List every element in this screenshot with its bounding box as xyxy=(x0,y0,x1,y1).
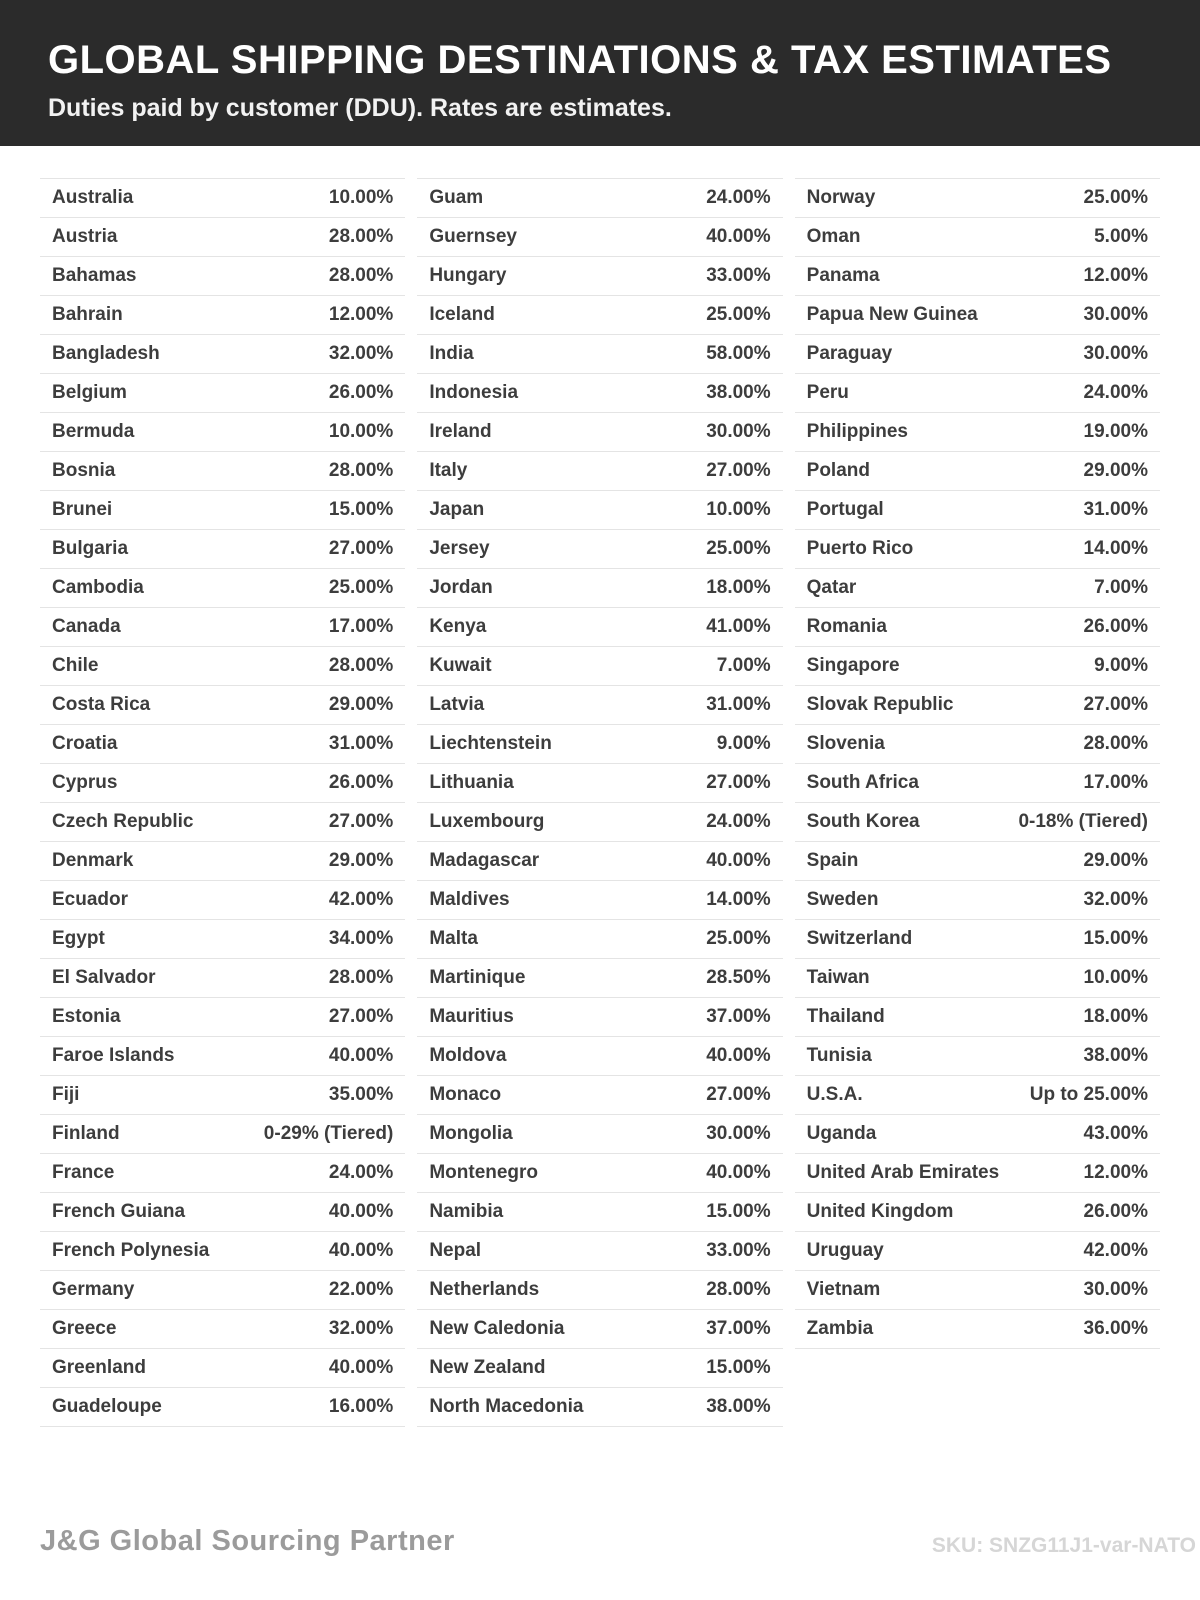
tax-rate: 5.00% xyxy=(1094,226,1148,247)
country-name: United Arab Emirates xyxy=(806,1162,1000,1183)
tax-rate: 29.00% xyxy=(328,850,394,871)
table-row xyxy=(795,491,1160,530)
tax-rate: 12.00% xyxy=(1083,1162,1148,1183)
tax-rate: 40.00% xyxy=(328,1045,394,1066)
country-name: Nepal xyxy=(429,1240,482,1261)
table-row xyxy=(40,1115,405,1154)
country-name: Maldives xyxy=(429,889,510,910)
tax-rate: 32.00% xyxy=(328,343,394,364)
table-row xyxy=(417,920,782,959)
country-name: Spain xyxy=(806,850,859,871)
tax-rate: 10.00% xyxy=(328,421,394,442)
country-name: Oman xyxy=(806,226,861,247)
table-row xyxy=(417,1310,782,1349)
table-row xyxy=(795,530,1160,569)
table-row xyxy=(40,179,405,218)
table-row xyxy=(40,998,405,1037)
country-name: Cyprus xyxy=(52,772,118,793)
country-name: North Macedonia xyxy=(429,1396,584,1417)
table-row xyxy=(417,998,782,1037)
tax-rate: 58.00% xyxy=(706,343,771,364)
tax-rate: 27.00% xyxy=(1083,694,1148,715)
country-name: Hungary xyxy=(429,265,507,286)
table-row xyxy=(40,1232,405,1271)
tax-rate: 24.00% xyxy=(706,187,771,208)
country-name: French Polynesia xyxy=(52,1240,210,1261)
table-row xyxy=(795,179,1160,218)
table-row xyxy=(40,257,405,296)
table-row xyxy=(40,452,405,491)
country-name: South Korea xyxy=(806,811,920,832)
tax-rate: 12.00% xyxy=(328,304,394,325)
country-name: Greece xyxy=(52,1318,117,1339)
tax-rate: 40.00% xyxy=(706,1162,771,1183)
country-name: Indonesia xyxy=(429,382,519,403)
tax-rate: 28.50% xyxy=(706,967,771,988)
tax-rate: 26.00% xyxy=(1083,616,1148,637)
country-name: Australia xyxy=(52,187,134,208)
tax-rate: 0-18% (Tiered) xyxy=(1018,811,1148,832)
country-name: Denmark xyxy=(52,850,134,871)
table-row xyxy=(417,491,782,530)
tax-rate: 37.00% xyxy=(706,1318,771,1339)
country-name: Italy xyxy=(429,460,468,481)
country-name: Ecuador xyxy=(52,889,129,910)
country-name: Vietnam xyxy=(806,1279,881,1300)
country-name: French Guiana xyxy=(52,1201,186,1222)
table-row xyxy=(40,296,405,335)
table-row xyxy=(417,218,782,257)
country-name: Bulgaria xyxy=(52,538,129,559)
table-row xyxy=(40,1349,405,1388)
tax-rate: 27.00% xyxy=(706,1084,771,1105)
table-row xyxy=(417,1115,782,1154)
tax-rate: 15.00% xyxy=(1083,928,1148,949)
country-name: Kuwait xyxy=(429,655,492,676)
table-row xyxy=(40,1388,405,1427)
tax-rate: 38.00% xyxy=(706,1396,771,1417)
country-name: Belgium xyxy=(52,382,127,403)
table-row xyxy=(40,530,405,569)
tax-rate: 27.00% xyxy=(328,538,394,559)
table-row xyxy=(417,1388,782,1427)
table-row xyxy=(40,218,405,257)
table-row xyxy=(795,920,1160,959)
country-name: Montenegro xyxy=(429,1162,539,1183)
table-column-2 xyxy=(417,178,782,1427)
country-name: Uganda xyxy=(806,1123,877,1144)
table-row xyxy=(795,452,1160,491)
country-name: Philippines xyxy=(806,421,909,442)
tax-rate: 18.00% xyxy=(706,577,771,598)
tax-rate: 28.00% xyxy=(328,655,394,676)
tax-rate: 28.00% xyxy=(328,265,394,286)
country-name: Egypt xyxy=(52,928,105,949)
tax-rate: 32.00% xyxy=(1083,889,1148,910)
tax-rate: 10.00% xyxy=(1083,967,1148,988)
table-row xyxy=(795,647,1160,686)
tax-rate: 15.00% xyxy=(706,1357,771,1378)
tax-rate: 29.00% xyxy=(328,694,394,715)
country-name: Liechtenstein xyxy=(429,733,552,754)
tax-rate: 33.00% xyxy=(706,1240,771,1261)
country-name: Panama xyxy=(806,265,880,286)
tax-rate: 42.00% xyxy=(1083,1240,1148,1261)
country-name: Monaco xyxy=(429,1084,502,1105)
tax-rate: 17.00% xyxy=(328,616,394,637)
page-footer xyxy=(40,1525,1196,1558)
country-name: Singapore xyxy=(806,655,900,676)
country-name: Tunisia xyxy=(806,1045,872,1066)
tax-rate: 0-29% (Tiered) xyxy=(263,1123,394,1144)
tax-rate: 30.00% xyxy=(1083,1279,1148,1300)
tax-rate: 14.00% xyxy=(1083,538,1148,559)
country-name: Chile xyxy=(52,655,99,676)
tax-rate: 31.00% xyxy=(1083,499,1148,520)
country-name: Ireland xyxy=(429,421,492,442)
table-row xyxy=(417,179,782,218)
country-name: Slovak Republic xyxy=(806,694,954,715)
country-name: Uruguay xyxy=(806,1240,884,1261)
country-name: Peru xyxy=(806,382,849,403)
tax-rate: 24.00% xyxy=(328,1162,394,1183)
country-name: New Caledonia xyxy=(429,1318,565,1339)
table-row xyxy=(795,257,1160,296)
table-row xyxy=(795,1310,1160,1349)
tax-rate: 30.00% xyxy=(1083,343,1148,364)
table-row xyxy=(40,374,405,413)
table-row xyxy=(795,881,1160,920)
country-name: Papua New Guinea xyxy=(806,304,978,325)
table-row xyxy=(417,764,782,803)
tax-rate: 26.00% xyxy=(1083,1201,1148,1222)
country-name: Malta xyxy=(429,928,478,949)
country-name: United Kingdom xyxy=(806,1201,954,1222)
tax-rate: 30.00% xyxy=(706,1123,771,1144)
table-row xyxy=(795,842,1160,881)
table-row xyxy=(40,1076,405,1115)
table-row xyxy=(40,1310,405,1349)
tax-rate: 40.00% xyxy=(706,850,771,871)
tax-rate: 7.00% xyxy=(716,655,771,676)
country-name: Taiwan xyxy=(806,967,870,988)
table-row xyxy=(417,452,782,491)
country-name: Austria xyxy=(52,226,118,247)
tax-rate: 27.00% xyxy=(706,460,771,481)
tax-rate: 40.00% xyxy=(328,1201,394,1222)
tax-rate: 28.00% xyxy=(328,226,394,247)
table-row xyxy=(795,1271,1160,1310)
sku-label: SKU: SNZG11J1-var-NATO xyxy=(931,1534,1196,1557)
country-name: Cambodia xyxy=(52,577,144,598)
table-row xyxy=(417,296,782,335)
tax-rate: 33.00% xyxy=(706,265,771,286)
table-column-1 xyxy=(40,178,405,1427)
tax-rate: 24.00% xyxy=(1083,382,1148,403)
tax-rate: 17.00% xyxy=(1083,772,1148,793)
table-row xyxy=(417,1193,782,1232)
tax-rate: 15.00% xyxy=(706,1201,771,1222)
tax-rate: 9.00% xyxy=(1094,655,1148,676)
table-row xyxy=(40,413,405,452)
table-row xyxy=(795,1154,1160,1193)
tax-rate-table xyxy=(0,146,1200,1427)
country-name: France xyxy=(52,1162,115,1183)
country-name: Mauritius xyxy=(429,1006,514,1027)
country-name: Croatia xyxy=(52,733,118,754)
tax-rate: 27.00% xyxy=(328,811,394,832)
tax-rate: 38.00% xyxy=(706,382,771,403)
table-row xyxy=(795,1037,1160,1076)
tax-rate: 19.00% xyxy=(1083,421,1148,442)
tax-rate: 37.00% xyxy=(706,1006,771,1027)
country-name: Moldova xyxy=(429,1045,507,1066)
table-row xyxy=(40,803,405,842)
country-name: Poland xyxy=(806,460,870,481)
country-name: Canada xyxy=(52,616,121,637)
tax-rate: 40.00% xyxy=(328,1357,394,1378)
table-row xyxy=(40,842,405,881)
country-name: Bermuda xyxy=(52,421,135,442)
table-row xyxy=(795,803,1160,842)
tax-rate: 31.00% xyxy=(328,733,394,754)
country-name: Lithuania xyxy=(429,772,514,793)
country-name: Finland xyxy=(52,1123,120,1144)
tax-rate: 40.00% xyxy=(706,226,771,247)
tax-rate: 35.00% xyxy=(328,1084,394,1105)
tax-rate: 28.00% xyxy=(328,967,394,988)
country-name: Jersey xyxy=(429,538,490,559)
table-row xyxy=(417,725,782,764)
table-row xyxy=(795,413,1160,452)
country-name: Fiji xyxy=(52,1084,80,1105)
table-row xyxy=(40,1154,405,1193)
tax-rate: 38.00% xyxy=(1083,1045,1148,1066)
tax-rate: 7.00% xyxy=(1094,577,1148,598)
country-name: Norway xyxy=(806,187,876,208)
country-name: South Africa xyxy=(806,772,919,793)
country-name: Jordan xyxy=(429,577,493,598)
table-row xyxy=(40,569,405,608)
table-row xyxy=(417,1037,782,1076)
country-name: Netherlands xyxy=(429,1279,540,1300)
tax-rate: 26.00% xyxy=(328,772,394,793)
country-name: New Zealand xyxy=(429,1357,546,1378)
country-name: Bahrain xyxy=(52,304,123,325)
tax-rate: 9.00% xyxy=(716,733,771,754)
table-row xyxy=(417,608,782,647)
table-row xyxy=(417,1271,782,1310)
tax-rate: 32.00% xyxy=(328,1318,394,1339)
page-subtitle: Duties paid by customer (DDU). Rates are estimates. xyxy=(48,94,672,122)
table-row xyxy=(417,881,782,920)
tax-rate: 24.00% xyxy=(706,811,771,832)
country-name: India xyxy=(429,343,474,364)
country-name: Bangladesh xyxy=(52,343,160,364)
table-row xyxy=(40,686,405,725)
tax-rate: 14.00% xyxy=(706,889,771,910)
tax-rate: 27.00% xyxy=(706,772,771,793)
table-row xyxy=(417,686,782,725)
tax-rate: 25.00% xyxy=(706,538,771,559)
table-row xyxy=(40,608,405,647)
tax-rate: Up to 25.00% xyxy=(1029,1084,1148,1105)
table-row xyxy=(40,1271,405,1310)
country-name: Switzerland xyxy=(806,928,913,949)
tax-rate: 43.00% xyxy=(1083,1123,1148,1144)
table-row xyxy=(417,647,782,686)
country-name: Japan xyxy=(429,499,485,520)
tax-rate: 29.00% xyxy=(1083,460,1148,481)
tax-rate: 25.00% xyxy=(706,928,771,949)
country-name: Bahamas xyxy=(52,265,137,286)
tax-rate: 31.00% xyxy=(706,694,771,715)
table-row xyxy=(417,1076,782,1115)
tax-rate: 41.00% xyxy=(706,616,771,637)
country-name: Brunei xyxy=(52,499,113,520)
table-row xyxy=(795,569,1160,608)
country-name: Guadeloupe xyxy=(52,1396,162,1417)
table-row xyxy=(417,335,782,374)
tax-rate: 18.00% xyxy=(1083,1006,1148,1027)
brand-name: J&G Global Sourcing Partner xyxy=(40,1525,455,1557)
tax-rate: 36.00% xyxy=(1083,1318,1148,1339)
country-name: Iceland xyxy=(429,304,495,325)
country-name: Luxembourg xyxy=(429,811,545,832)
tax-rate: 42.00% xyxy=(328,889,394,910)
tax-rate: 10.00% xyxy=(328,187,394,208)
country-name: Bosnia xyxy=(52,460,116,481)
table-row xyxy=(795,608,1160,647)
table-row xyxy=(795,374,1160,413)
country-name: Guam xyxy=(429,187,484,208)
country-name: Estonia xyxy=(52,1006,121,1027)
country-name: Greenland xyxy=(52,1357,146,1378)
table-row xyxy=(417,1232,782,1271)
country-name: Mongolia xyxy=(429,1123,513,1144)
tax-rate: 30.00% xyxy=(1083,304,1148,325)
table-row xyxy=(795,725,1160,764)
page-header xyxy=(0,0,1200,146)
country-name: Faroe Islands xyxy=(52,1045,175,1066)
country-name: Germany xyxy=(52,1279,135,1300)
tax-rate: 10.00% xyxy=(706,499,771,520)
country-name: Slovenia xyxy=(806,733,885,754)
table-column-3 xyxy=(795,178,1160,1349)
page-title: GLOBAL SHIPPING DESTINATIONS & TAX ESTIMATES xyxy=(48,38,1112,82)
table-row xyxy=(40,335,405,374)
country-name: U.S.A. xyxy=(806,1084,863,1105)
table-row xyxy=(417,374,782,413)
table-row xyxy=(40,725,405,764)
table-row xyxy=(417,959,782,998)
country-name: Romania xyxy=(806,616,887,637)
country-name: Namibia xyxy=(429,1201,504,1222)
table-row xyxy=(40,764,405,803)
country-name: Martinique xyxy=(429,967,526,988)
country-name: Czech Republic xyxy=(52,811,194,832)
table-row xyxy=(417,257,782,296)
country-name: Portugal xyxy=(806,499,884,520)
table-row xyxy=(417,530,782,569)
tax-rate: 25.00% xyxy=(706,304,771,325)
tax-rate: 29.00% xyxy=(1083,850,1148,871)
tax-rate: 15.00% xyxy=(328,499,394,520)
country-name: El Salvador xyxy=(52,967,156,988)
country-name: Puerto Rico xyxy=(806,538,914,559)
table-row xyxy=(795,959,1160,998)
country-name: Kenya xyxy=(429,616,487,637)
table-row xyxy=(795,686,1160,725)
table-row xyxy=(40,1037,405,1076)
tax-rate: 30.00% xyxy=(706,421,771,442)
tax-rate: 28.00% xyxy=(706,1279,771,1300)
table-row xyxy=(795,335,1160,374)
tax-rate: 25.00% xyxy=(328,577,394,598)
table-row xyxy=(40,881,405,920)
country-name: Qatar xyxy=(806,577,857,598)
table-row xyxy=(795,1193,1160,1232)
table-row xyxy=(795,998,1160,1037)
country-name: Latvia xyxy=(429,694,485,715)
table-row xyxy=(795,296,1160,335)
tax-rate: 26.00% xyxy=(328,382,394,403)
table-row xyxy=(40,920,405,959)
country-name: Costa Rica xyxy=(52,694,151,715)
tax-rate: 22.00% xyxy=(328,1279,394,1300)
table-row xyxy=(40,1193,405,1232)
table-row xyxy=(795,1076,1160,1115)
tax-rate: 16.00% xyxy=(328,1396,394,1417)
tax-rate: 12.00% xyxy=(1083,265,1148,286)
table-row xyxy=(417,842,782,881)
tax-rate: 34.00% xyxy=(328,928,394,949)
country-name: Zambia xyxy=(806,1318,874,1339)
tax-rate: 27.00% xyxy=(328,1006,394,1027)
table-row xyxy=(40,647,405,686)
table-row xyxy=(795,764,1160,803)
country-name: Guernsey xyxy=(429,226,517,247)
tax-rate: 28.00% xyxy=(1083,733,1148,754)
table-row xyxy=(795,218,1160,257)
country-name: Sweden xyxy=(806,889,879,910)
table-row xyxy=(795,1232,1160,1271)
table-row xyxy=(40,959,405,998)
table-row xyxy=(417,413,782,452)
table-row xyxy=(417,803,782,842)
country-name: Paraguay xyxy=(806,343,893,364)
tax-rate: 40.00% xyxy=(706,1045,771,1066)
table-row xyxy=(417,1349,782,1388)
country-name: Thailand xyxy=(806,1006,885,1027)
table-row xyxy=(417,569,782,608)
table-row xyxy=(795,1115,1160,1154)
country-name: Madagascar xyxy=(429,850,540,871)
tax-rate: 28.00% xyxy=(328,460,394,481)
tax-rate: 40.00% xyxy=(328,1240,394,1261)
table-row xyxy=(417,1154,782,1193)
tax-rate: 25.00% xyxy=(1083,187,1148,208)
table-row xyxy=(40,491,405,530)
